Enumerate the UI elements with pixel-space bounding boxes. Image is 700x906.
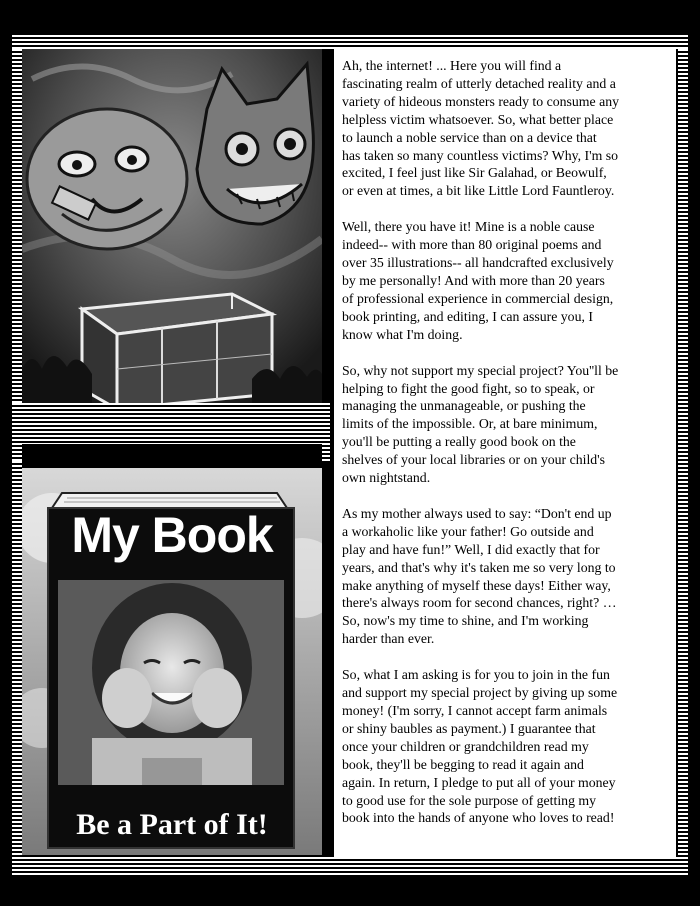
right-stripe-border [678, 49, 688, 857]
article-paragraph: So, what I am asking is for you to join in the fun and support my special project by giving up some money! (I'm sorry, I cannot accept farm animals or shiny baubles as payment.) I guarantee that once your children or grandchildren read my book, they'll be begging to read it again and again. In return, I pledge to put all of your money to good use for the sole purpose of getting my book into the hands of anyone who loves to read! [342, 667, 618, 826]
giant-face [27, 109, 187, 249]
article-paragraph: Well, there you have it! Mine is a noble cause indeed-- with more than 80 original poems and over 35 illustrations-- all handcrafted exclusively by me personally! And with more than 20 years of professional experience in commercial design, book printing, and editing, I can assure you, I know what I'm doing. [342, 219, 614, 342]
article-paragraph: So, why not support my special project? You''ll be helping to fight the good fight, so to speak, or managing the unmanageable, or pushing the limits of the impossible. Or, at bare minimum, you'll be putting a really good book on the shelves of your local libraries or on your child's own nightstand. [342, 362, 619, 486]
book-title: My Book [71, 507, 273, 563]
middle-black-band [22, 444, 322, 462]
glass-box [82, 294, 272, 403]
article-panel [334, 49, 676, 857]
book-cover-image [22, 468, 322, 855]
article-paragraph: Ah, the internet! ... Here you will find a fascinating realm of utterly detached reality and a variety of hideous monsters ready to consume any helpless victim whatsoever. So, what better place to launch a noble service than on a device that has taken so many countless victims? Why, I'm so excited, I feel just like Sir Galahad, or Beowulf, or even at times, a bit like Little Lord Fauntleroy. [342, 58, 620, 199]
top-stripe-border [12, 35, 688, 49]
article-paragraph: As my mother always used to say: “Don't end up a workaholic like your father! Go outside and play and have fun!” Well, I did exactly that for years, and that's why it's taken me so very long to make anything of myself these days! Either way, there's always room for second chances, right? … So, now's my time to shine, and I'm working harder than ever. [342, 505, 617, 647]
call-to-action: Be a Part of It! [76, 808, 268, 841]
bottom-stripe-border [12, 857, 688, 875]
painting-svg [22, 49, 322, 403]
painting-image [22, 49, 322, 403]
